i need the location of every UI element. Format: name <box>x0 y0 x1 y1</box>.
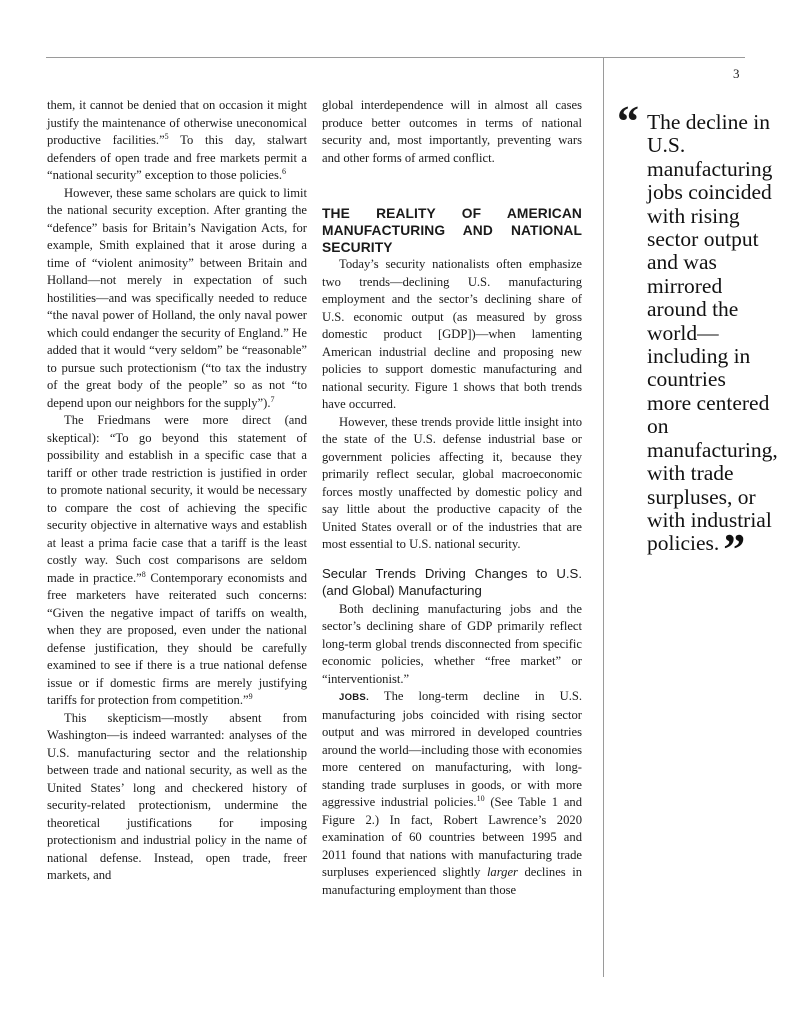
paragraph: However, these trends provide little insight into the state of the U.S. defense industrial base or government policies affecting it, because they primarily reflect secular, global macroeconomic forces mostly unaffected by domestic policy and say little about the productive capacity of the United States overall or of the industries that are most essential to U.S. national security. <box>322 414 582 551</box>
pull-quote-text <box>617 97 778 575</box>
footnote-ref: 6 <box>282 166 287 176</box>
footnote-ref: 8 <box>141 569 146 579</box>
paragraph-text: Contemporary economists and free marketers have reiterated such concerns: “Given the negative impact of tariffs on wealth, when they are proposed, even under the national defense justification, they should be carefully examined to see if there is a true national defense issue or if domestic firms are merely justifying tariffs for protection from competition.” <box>47 570 308 707</box>
paragraph-text: them, it cannot be denied that on occasion it might justify the maintenance of otherwise uneconomical productive facilities.” <box>47 98 307 147</box>
paragraph: global interdependence will in almost all cases produce better outcomes in terms of national security and, most importantly, preventing wars and other forms of armed conflict. <box>322 98 582 165</box>
footnote-ref: 10 <box>476 793 485 803</box>
run-in-heading: JOBS. <box>339 692 370 703</box>
paragraph-text: To this day, stalwart defenders of open trade and free markets permit a “national security” exception to those policies. <box>47 133 307 182</box>
top-rule <box>46 57 745 58</box>
section-heading: THE REALITY OF AMERICAN MANUFACTURING AND NATIONAL SECURITY <box>322 206 582 255</box>
open-quote-mark: “ <box>617 97 639 146</box>
paragraph <box>47 710 307 885</box>
paragraph <box>322 688 582 899</box>
close-quote-mark: ” <box>723 525 746 575</box>
footnote-ref: 5 <box>164 131 169 141</box>
paragraph-text: The Friedmans were more direct (and skeptical): “To go beyond this statement of possibility and establish in a specific case that a tariff or other trade restriction is justified in order to promote national security, it would be necessary to compare the cost of achieving the specific security objective in alternative ways and establish at least a prima facie case that a tariff is the least costly way. Such cost comparisons are seldom made in practice.” <box>47 413 307 585</box>
paragraph-text: The long-term decline in U.S. manufacturing jobs coincided with rising sector output and was mirrored in developed countries around the world—including those with economies more centered on manufacturing, with long-standing trade surpluses in goods, or with more aggressive industrial policies. <box>322 689 582 809</box>
column-divider <box>603 57 604 977</box>
paragraph-text: (See Table 1 and Figure 2.) In fact, Robert Lawrence’s 2020 examination of 60 countries between 1995 and 2011 found that nations with manufacturing trade surpluses experienced slightly <box>322 795 583 879</box>
paragraph-text: This skepticism—mostly absent from Washington—is indeed warranted: analyses of the U.S. manufacturing sector and the relationship between trade and national security, as well as the United States’ long and checkered history of security-related protectionism, undermine the theoretical justifications for imposing protectionism and industrial policy in the name of national defense. Instead, open trade, freer markets, and <box>47 710 307 882</box>
text-column-middle <box>322 97 582 899</box>
subsection-heading: Secular Trends Driving Changes to U.S. (and Global) Manufacturing <box>322 565 582 598</box>
text-column-left <box>47 97 307 885</box>
paragraph <box>47 97 307 185</box>
paragraph: Both declining manufacturing jobs and the sector’s declining share of GDP primarily reflect long-term global trends disconnected from specific economic policies, whether “free market” or “interventionist.” <box>322 601 582 686</box>
page-number: 3 <box>733 66 740 81</box>
paragraph-text: However, these same scholars are quick to limit the national security exception. After granting the “defence” basis for Britain’s Navigation Acts, for example, Smith explained that it arose during a time of “violent animosity” between Britain and Holland—not merely in expectation of such hostilities—and was specifically needed to reduce “the naval power of Holland, the only naval power which could endanger the security of England.” He added that it would “very seldom” be “reasonable” to pursue such protectionism (“to tax the industry of the great body of the people” so as not “to depend upon our neighbors for the supply”). <box>47 185 307 410</box>
emphasis-text: larger <box>486 865 518 879</box>
pull-quote-body: The decline in U.S. manufacturing jobs coincided with rising sector output and was mirrored around the world—including in countries more centered on manufacturing, with trade surpluses, or with industrial policies. <box>647 110 778 556</box>
paragraph-text: declines in manufacturing employment than those <box>322 865 582 897</box>
paragraph: Today’s security nationalists often emphasize two trends—declining U.S. manufacturing employment and the sector’s declining share of U.S. economic output (as measured by gross domestic product [GDP])—when lamenting American industrial decline and proposing new policies to support domestic manufacturing and national security. Figure 1 shows that both trends have occurred. <box>322 257 582 411</box>
pull-quote <box>617 97 778 575</box>
footnote-ref: 9 <box>248 691 253 701</box>
footnote-ref: 7 <box>270 394 275 404</box>
paragraph <box>47 185 307 413</box>
paragraph <box>47 412 307 710</box>
